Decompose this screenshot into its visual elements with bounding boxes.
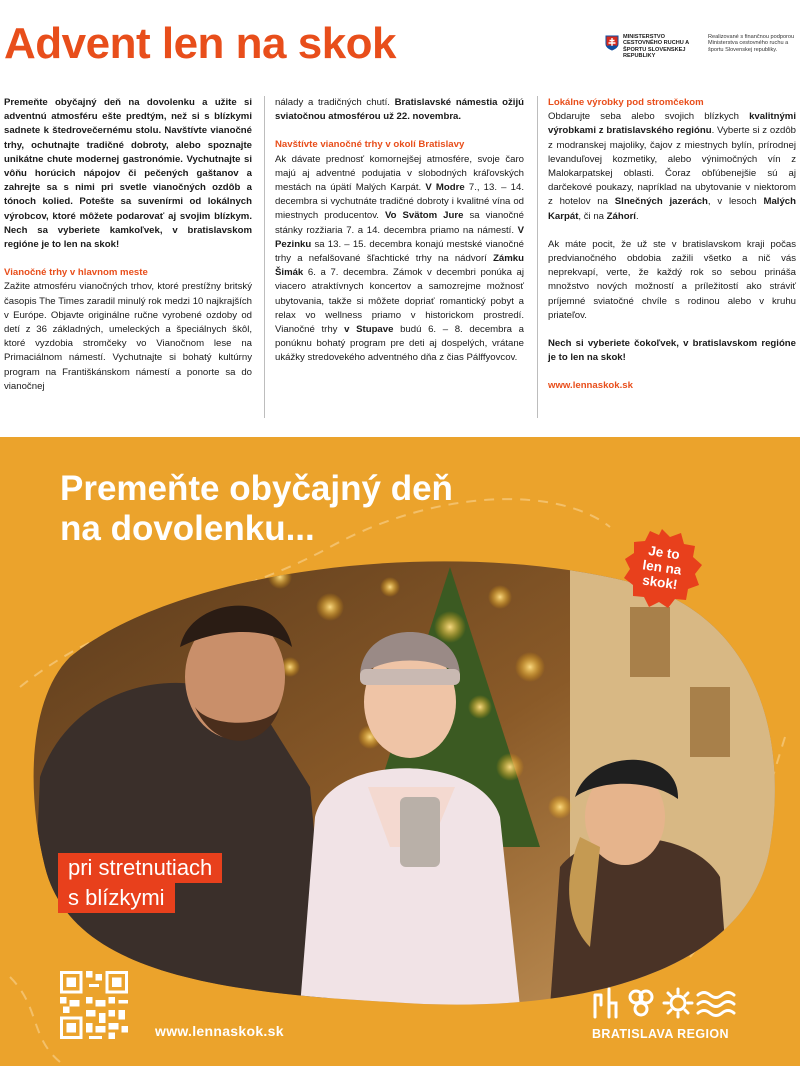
capital-markets-text: Zažite atmosféru vianočných trhov, ktoré prestížny britský časopis The Times zaradil minulý rok medzi 10 najkrajších v Európe. Objavte originálne ručne vyrobené ozdoby od detí z 36 základných, umeleckých a špeciálnych škôl, ktoré vyzdobia stromčeky vo Vianočnom lese na Primaciálnom námestí. Vychutnajte si bohatý kultúrny program na Františkánskom námestí a ponorte sa do vianočnej [4,281,252,392]
website-link[interactable]: www.lennaskok.sk [548,380,633,392]
banner-headline [60,469,453,549]
bold-text: kvalitnými výrobkami z bratislavského regiónu [548,111,796,137]
closing-paragraph: Nech si vyberiete čokoľvek, v bratislavskom regióne je to len na skok! [548,338,796,364]
ministry-name: MINISTERSTVO CESTOVNÉHO RUCHU A ŠPORTU SLOVENSKEJ REPUBLIKY [623,34,689,60]
headline-line: na dovolenku... [60,509,315,548]
headline-line: Premeňte obyčajný deň [60,469,453,508]
text-span: Ak dávate prednosť komornejšej atmosfére, svoje čaro majú aj adventné podujatia v slobodných kráľovských mestách na úpätí Malých Karpát. [275,153,524,194]
region-paragraph: Ak máte pocit, že už ste v bratislavskom kraji počas predvianočného obdobia zažili všetko a nič vás neprekvapí, verte, že každý rok so sebou prináša množstvo nových možností a príležitostí ako stráviť príjemné sviatočné chvíle s rodinou alebo v kruhu priateľov. [548,238,796,321]
local-products-text [548,110,796,224]
banner-website-link[interactable]: www.lennaskok.sk [155,1023,284,1039]
place-zahorie: Záhorí [606,210,636,222]
coat-of-arms-icon [605,35,619,51]
section-heading-capital-markets: Vianočné trhy v hlavnom meste [4,267,148,279]
family-christmas-photo [30,547,782,1007]
page-title: Advent len na skok [4,19,397,68]
text-span: budú 6. – 8. decembra a ponúknu bohatý program pre deti aj dospelých, vrátane ukážky stredovekého adventného dňa z čias Pálffyovcov. [275,324,525,364]
town-svaty-jur: Vo Svätom Jure [384,210,464,222]
castle-simak: Zámku Šimák [275,253,524,279]
place-male-karpaty: Malých Karpát [548,196,796,222]
funding-note: Realizované s finančnou podporou Ministerstva cestovného ruchu a športu Slovenskej republiky. [708,34,795,53]
place-slnecne-jazera: Slnečných jazerách [614,196,708,208]
text-span: , v lesoch [707,196,764,208]
town-modra: V Modre [425,182,465,194]
text-span: sa 13. – 15. decembra konajú mestské vianočné trhy a nefalšované šľachtické trhy na nádvorí [275,238,524,265]
intro-paragraph: Premeňte obyčajný deň na dovolenku a užite si adventnú atmosféru ešte predtým, než si s blízkymi sadnete k štedrovečernému stolu. Navštívte vianočné trhy, ochutnajte tradičné dobroty, alebo spoznajte unikátne chute modernej gastronómie. Vychutnajte si vôňu horúcich nápojov či pečených gaštanov a zahrejte sa s nimi pri svetle vianočných ozdôb a tónoch kolied. Potešte sa suvenírmi od lokálnych výrobcov, ktoré môžete podarovať aj svojim blízkym. Nech sa vyberiete kamkoľvek, v bratislavskom regióne je to len na skok! [4,97,252,251]
promo-banner [0,437,800,1066]
opening-date-text: Bratislavské námestia ožijú sviatočnou atmosférou už 22. novembra. [275,97,524,123]
sticker-line: len na [641,557,683,578]
text-span: . [635,210,639,222]
town-pezinok: V Pezinku [275,224,524,250]
region-name: BRATISLAVA REGION [592,1027,729,1041]
capital-markets-continued [275,96,524,124]
sticker-line: skok! [641,572,679,593]
section-heading-local-products: Lokálne výrobky pod stromčekom [548,97,704,108]
column-divider [537,96,538,418]
photo-caption-line-1: pri stretnutiach [58,853,222,883]
town-stupava: v Stupave [344,324,394,336]
ministry-logo [605,34,701,70]
nearby-markets-text [275,153,524,366]
text-span: sa vianočné stánky rozžiaria 7. a 14. decembra priamo na námestí. [275,210,524,236]
text-span: , či na [578,210,607,222]
text-span: nálady a tradičných chutí. [275,97,395,108]
article-column-2 [275,96,524,366]
photo-caption-line-2: s blízkymi [58,883,175,913]
qr-code[interactable] [60,971,128,1039]
column-divider [264,96,265,418]
bratislava-region-logo-icon [592,985,742,1021]
section-heading-nearby-markets: Navštívte vianočné trhy v okolí Bratislavy [275,139,465,151]
sticker-line: Je to [647,543,681,563]
text-span: 6. a 7. decembra. Zámok v decembri ponúka aj viacero atraktívnych koncertov a samozrejme možnosť ubytovania, takže si môžete dopriať romantický pobyt a relax vo wellness priamo v historickom prostredí. Vianočné trhy [275,267,524,336]
text-span: 7., 13. – 14. decembra si vychutnáte tradičné dobroty i kvalitné vína od miestnych producentov. [275,182,524,222]
article-column-1 [4,96,252,394]
text-span: Obdarujte seba alebo svojich blízkych [548,111,750,123]
text-span: . Vyberte si z ozdôb z modranskej majoliky, čajov z miestnych bylín, prírodnej levanduľovej kozmetiky, alebo výnimočných vín z Malokarpatskej oblasti. Čoraz obľúbenejšie sú aj darčekové poukazy, napríklad na ubytovanie v niektorom z hotelov na [548,125,796,208]
article-column-3 [548,96,796,394]
